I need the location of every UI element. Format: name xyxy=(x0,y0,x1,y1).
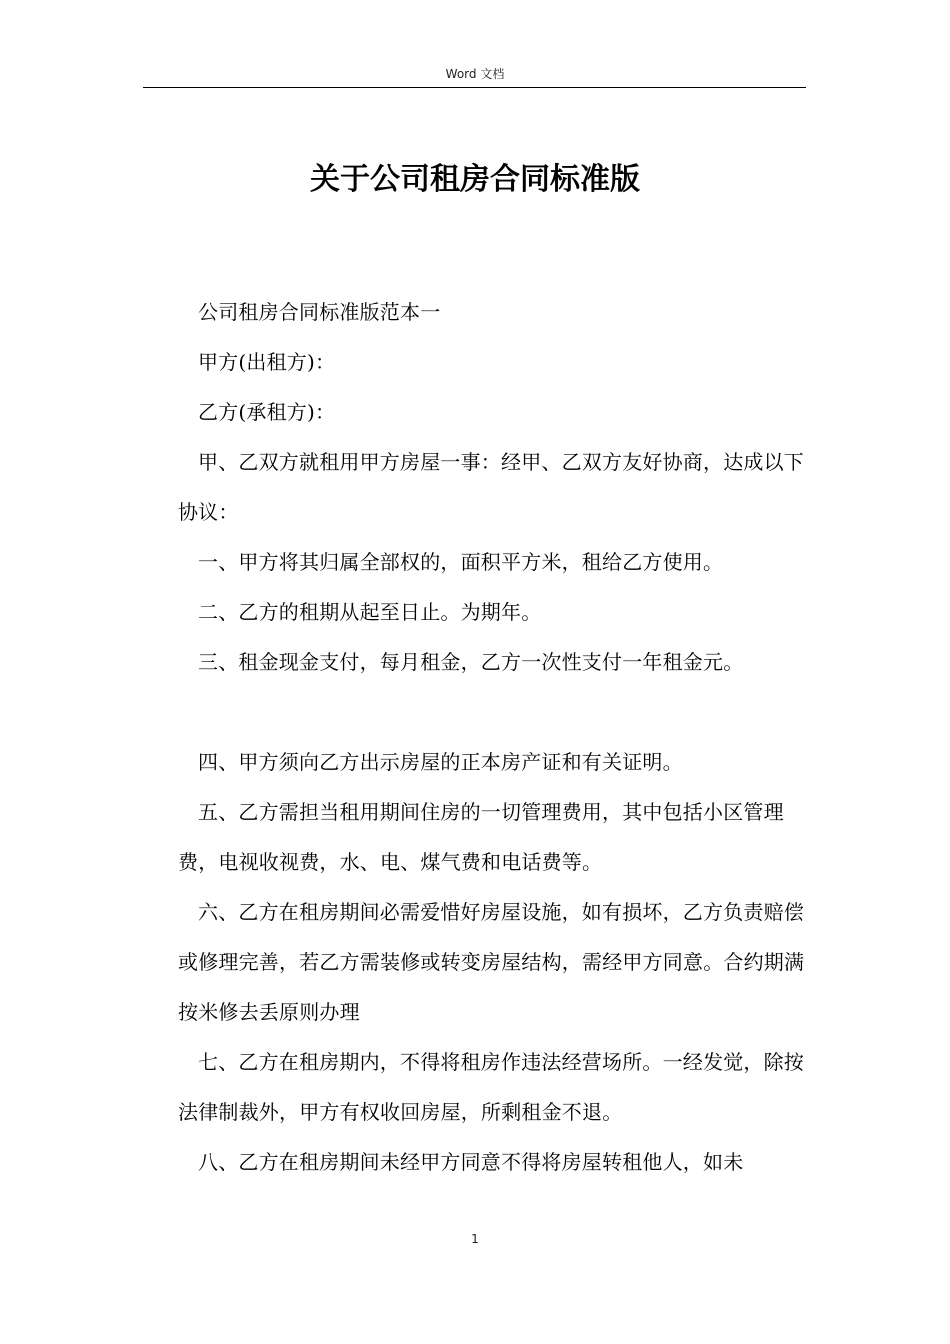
paragraph-clause-6: 六、乙方在租房期间必需爱惜好房屋设施，如有损坏，乙方负责赔偿或修理完善，若乙方需装修或转变房屋结构，需经甲方同意。合约期满按米修去丢原则办理 xyxy=(178,900,805,1024)
header-divider xyxy=(143,87,806,88)
paragraph-clause-8: 八、乙方在租房期间未经甲方同意不得将房屋转租他人，如未 xyxy=(198,1150,744,1174)
paragraph-clause-5: 五、乙方需担当租用期间住房的一切管理费用，其中包括小区管理费，电视收视费，水、电、煤气费和电话费等。 xyxy=(178,800,784,874)
paragraph-clause-2: 二、乙方的租期从起至日止。为期年。 xyxy=(198,600,542,624)
page-header-label: Word 文档 xyxy=(445,67,505,81)
paragraph-clause-4: 四、甲方须向乙方出示房屋的正本房产证和有关证明。 xyxy=(198,750,683,774)
document-title: 关于公司租房合同标准版 xyxy=(310,162,640,197)
page-number: 1 xyxy=(471,1232,479,1246)
document-body xyxy=(178,287,808,1187)
paragraph-party-a: 甲方(出租方)： xyxy=(198,350,336,374)
paragraph-agreement-intro: 甲、乙双方就租用甲方房屋一事：经甲、乙双方友好协商，达成以下协议： xyxy=(178,450,804,524)
paragraph-clause-7: 七、乙方在租房期内，不得将租房作违法经营场所。一经发觉，除按法律制裁外，甲方有权收回房屋，所剩租金不退。 xyxy=(178,1050,804,1124)
paragraph-party-b: 乙方(承租方)： xyxy=(198,400,336,424)
paragraph-blank xyxy=(178,687,808,737)
paragraph-clause-3: 三、租金现金支付，每月租金，乙方一次性支付一年租金元。 xyxy=(198,650,744,674)
paragraph-contract-heading: 公司租房合同标准版范本一 xyxy=(198,300,441,324)
paragraph-clause-1: 一、甲方将其归属全部权的，面积平方米，租给乙方使用。 xyxy=(198,550,724,574)
